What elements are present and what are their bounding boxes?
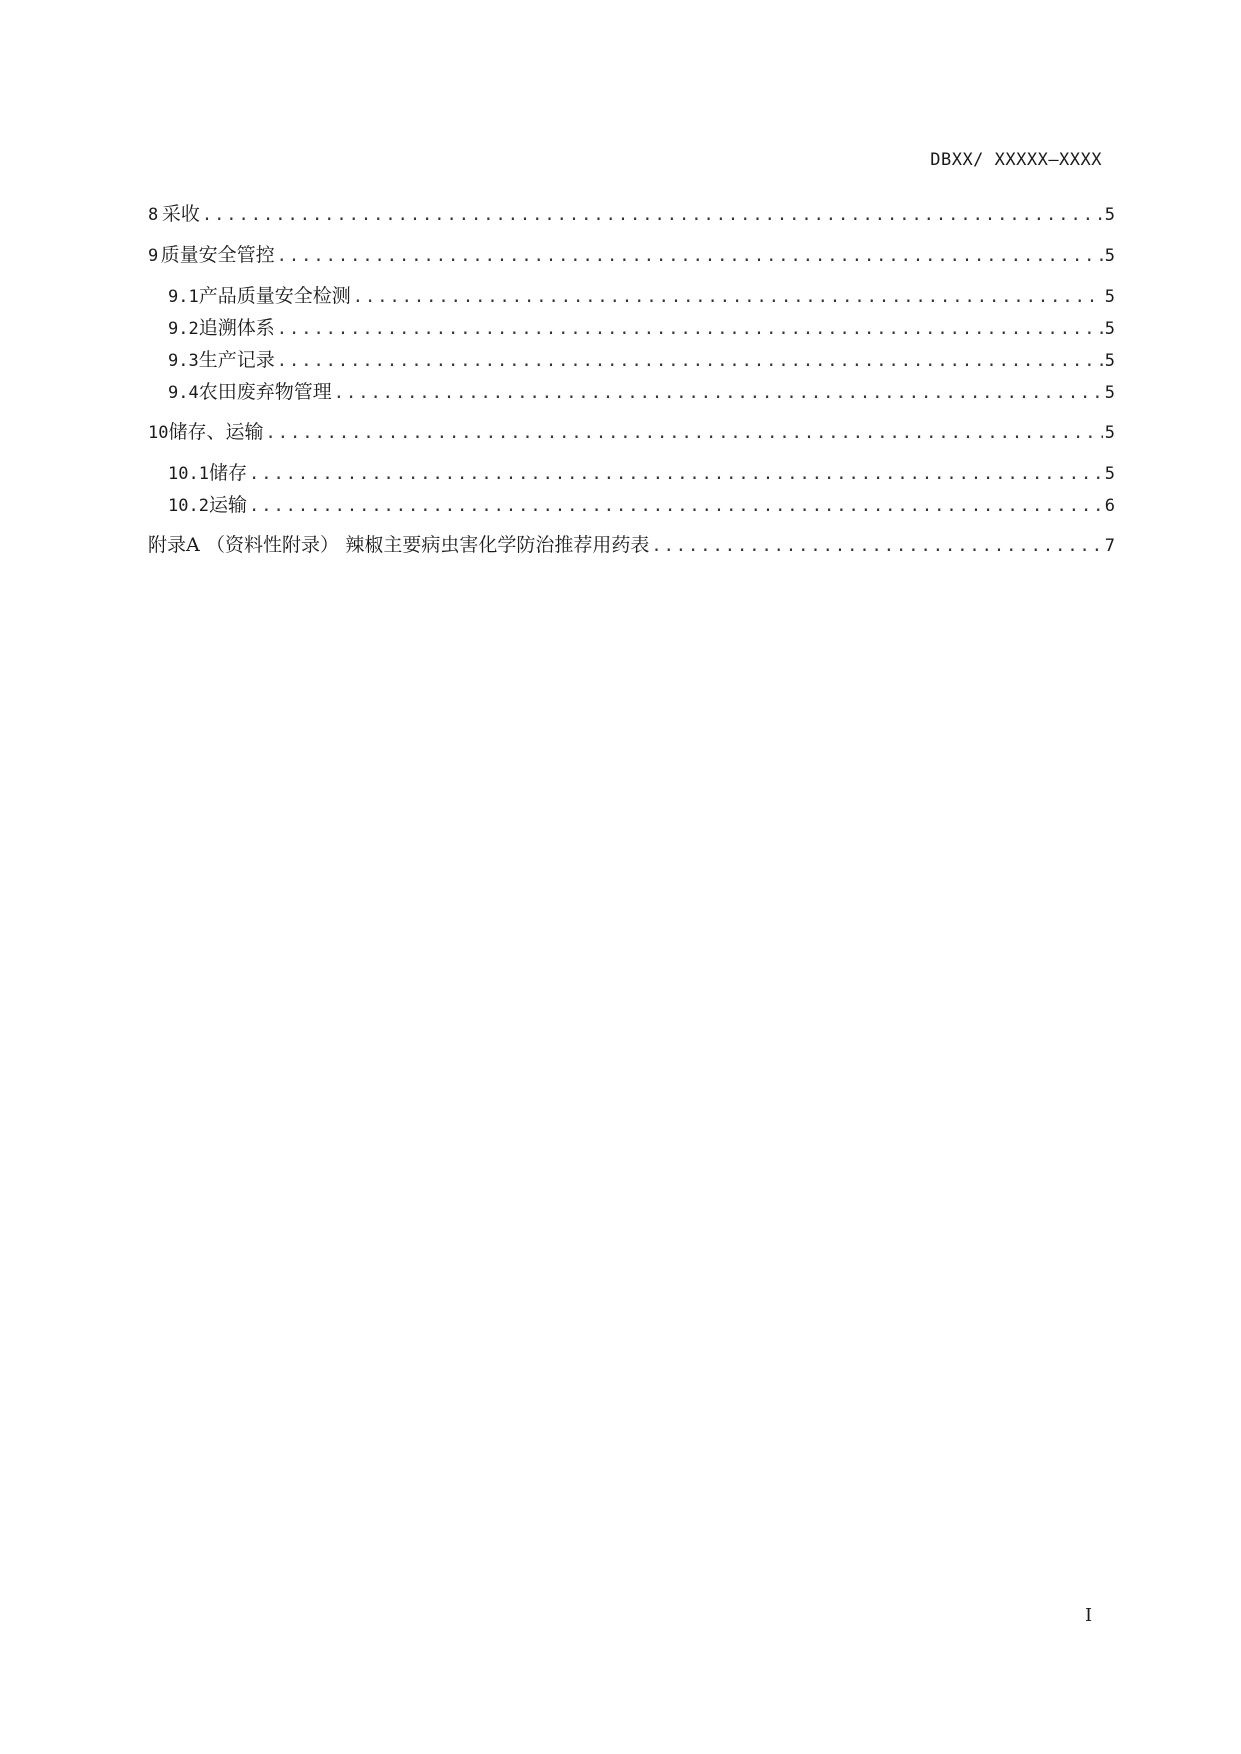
toc-entry-number: 9.1 <box>168 287 199 307</box>
toc-leader-dots <box>249 461 1103 487</box>
toc-entry-page: 5 <box>1104 423 1115 443</box>
toc-entry-10-1[interactable] <box>148 460 1115 486</box>
toc-leader-dots <box>651 533 1102 559</box>
toc-entry-9-1[interactable] <box>148 283 1115 309</box>
toc-leader-dots <box>266 420 1103 446</box>
toc-entry-title: 运输 <box>208 494 247 516</box>
toc-entry-10-2[interactable] <box>148 492 1115 518</box>
toc-entry-title: 产品质量安全检测 <box>198 285 351 307</box>
toc-entry-title: 储存 <box>208 462 247 484</box>
toc-entry-page: 5 <box>1104 319 1115 339</box>
toc-leader-dots <box>202 202 1103 228</box>
toc-entry-number: 9.4 <box>168 383 199 403</box>
toc-entry-number: 8 <box>148 205 159 225</box>
toc-entry-number: 10.2 <box>168 496 209 516</box>
page-number: I <box>1085 1605 1093 1626</box>
toc-leader-dots <box>249 493 1103 519</box>
toc-entry-page: 5 <box>1104 287 1115 307</box>
toc-entry-page: 5 <box>1104 351 1115 371</box>
toc-entry-appendix-note: （资料性附录） <box>206 534 340 556</box>
toc-entry-number: 9.3 <box>168 351 199 371</box>
toc-entry-page: 7 <box>1104 536 1115 556</box>
toc-entry-9[interactable] <box>148 242 1115 268</box>
toc-leader-dots <box>277 316 1103 342</box>
toc-entry-title: 生产记录 <box>198 349 275 371</box>
toc-entry-10[interactable] <box>148 419 1115 445</box>
toc-entry-page: 6 <box>1104 496 1115 516</box>
toc-entry-page: 5 <box>1104 464 1115 484</box>
toc-entry-page: 5 <box>1104 383 1115 403</box>
toc-entry-title: 农田废弃物管理 <box>198 381 332 403</box>
toc-entry-number: 10 <box>148 423 169 443</box>
toc-leader-dots <box>277 348 1103 374</box>
toc-entry-9-4[interactable] <box>148 379 1115 405</box>
toc-entry-title: 辣椒主要病虫害化学防治推荐用药表 <box>345 534 650 556</box>
toc-entry-title: 采收 <box>161 203 200 225</box>
toc-entry-page: 5 <box>1104 205 1115 225</box>
toc-leader-dots <box>353 284 1103 310</box>
toc-entry-9-2[interactable] <box>148 315 1115 341</box>
toc-entry-page: 5 <box>1104 246 1115 266</box>
toc-entry-number: 9 <box>148 246 159 266</box>
toc-entry-title: 追溯体系 <box>198 317 275 339</box>
toc-entry-title: 储存、运输 <box>168 421 264 443</box>
toc-leader-dots <box>334 380 1103 406</box>
toc-entry-number: 10.1 <box>168 464 209 484</box>
toc-entry-9-3[interactable] <box>148 347 1115 373</box>
toc-entry-appendix-a[interactable] <box>148 532 1115 558</box>
toc-entry-title: 质量安全管控 <box>160 244 275 266</box>
toc-entry-number: 9.2 <box>168 319 199 339</box>
document-code: DBXX/ XXXXX—XXXX <box>930 150 1102 170</box>
toc-leader-dots <box>277 243 1103 269</box>
toc-entry-8[interactable] <box>148 201 1115 227</box>
toc-entry-number: 附录A <box>148 534 200 556</box>
